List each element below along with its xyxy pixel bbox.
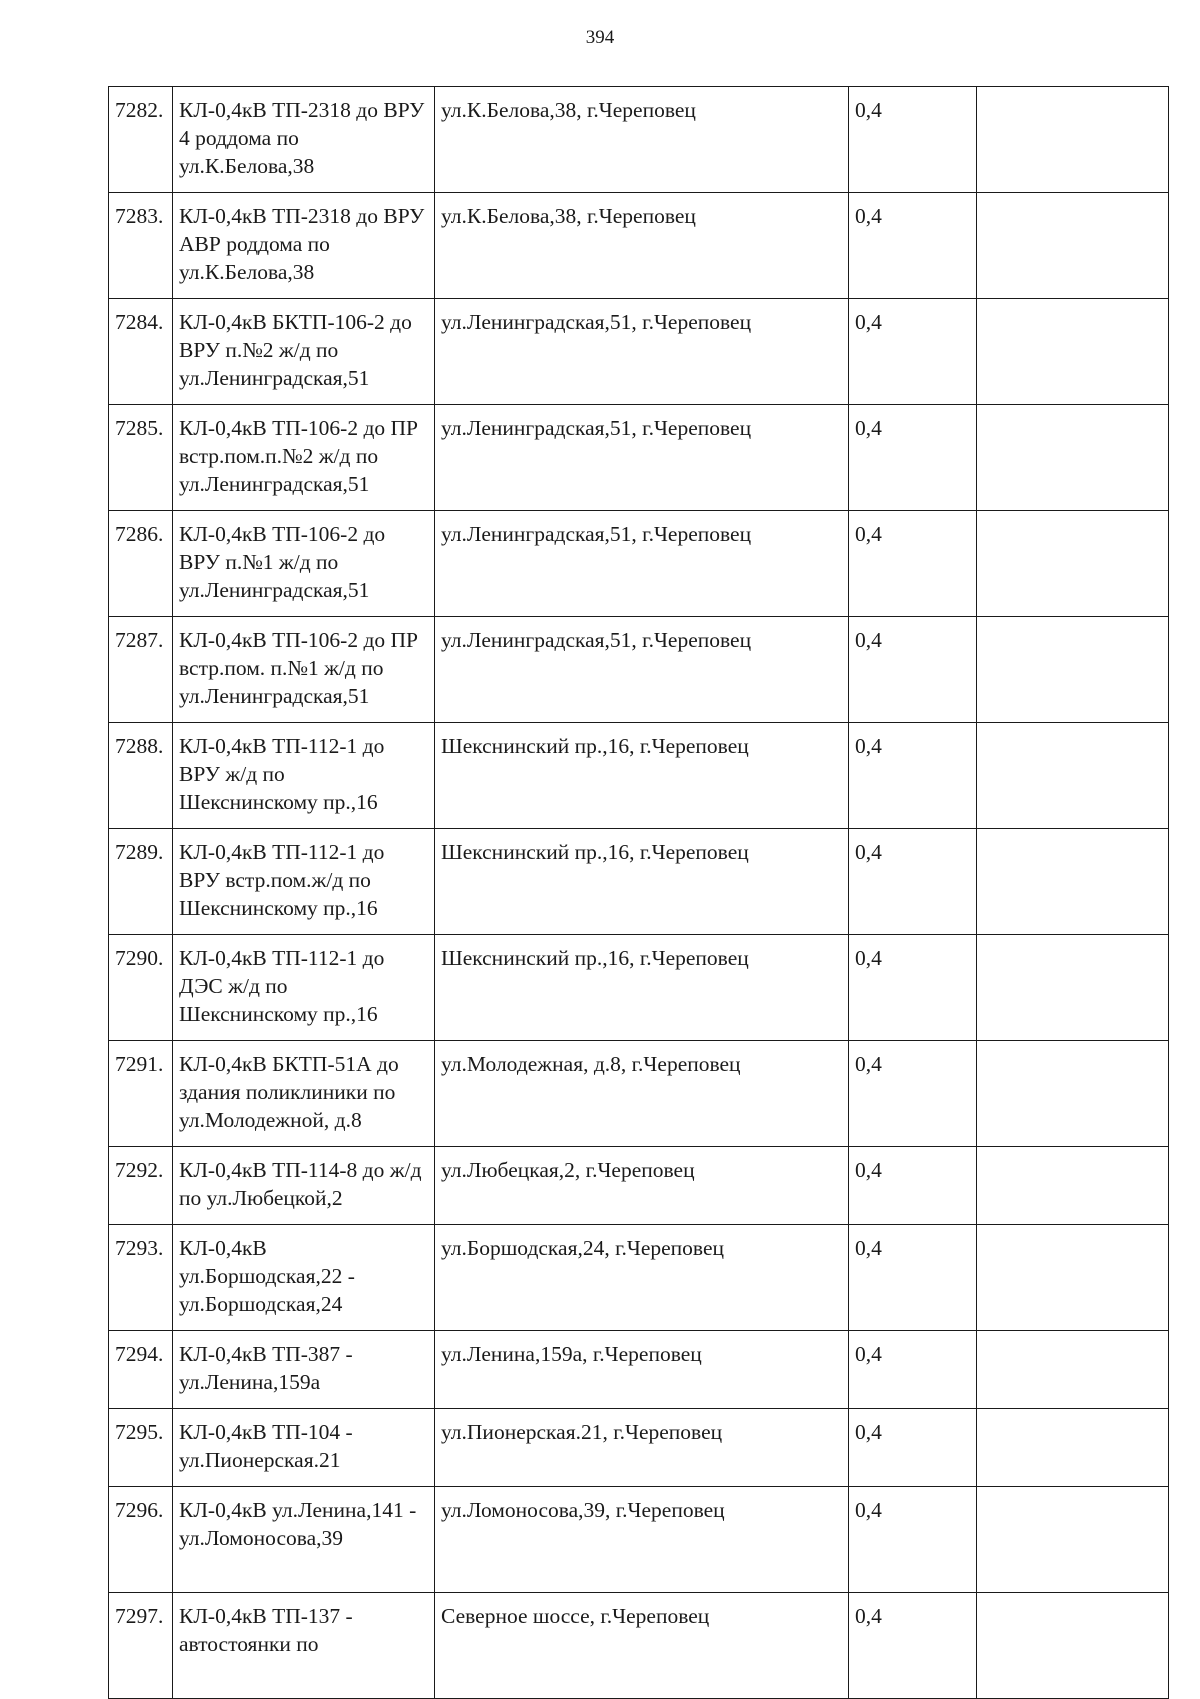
table-row <box>109 1225 1169 1331</box>
address-cell: ул.Ленинградская,51, г.Череповец <box>435 511 849 617</box>
address-cell: ул.Молодежная, д.8, г.Череповец <box>435 1041 849 1147</box>
address-cell: ул.Пионерская.21, г.Череповец <box>435 1409 849 1487</box>
extra-cell <box>977 1593 1169 1699</box>
extra-cell <box>977 1331 1169 1409</box>
voltage-cell: 0,4 <box>849 299 977 405</box>
voltage-cell: 0,4 <box>849 935 977 1041</box>
row-number-cell: 7288. <box>109 723 173 829</box>
cable-line-name-cell: КЛ-0,4кВ ул.Ленина,141 - ул.Ломоносова,39 <box>173 1487 435 1593</box>
voltage-cell: 0,4 <box>849 193 977 299</box>
table-row <box>109 193 1169 299</box>
extra-cell <box>977 935 1169 1041</box>
table-row <box>109 511 1169 617</box>
cable-line-name-cell: КЛ-0,4кВ ТП-106-2 до ПР встр.пом.п.№2 ж/д по ул.Ленинградская,51 <box>173 405 435 511</box>
cable-line-name-cell: КЛ-0,4кВ ТП-106-2 до ПР встр.пом. п.№1 ж/д по ул.Ленинградская,51 <box>173 617 435 723</box>
table-row <box>109 935 1169 1041</box>
address-cell: ул.Ленина,159а, г.Череповец <box>435 1331 849 1409</box>
row-number-cell: 7294. <box>109 1331 173 1409</box>
row-number-cell: 7285. <box>109 405 173 511</box>
voltage-cell: 0,4 <box>849 1409 977 1487</box>
table-row <box>109 723 1169 829</box>
extra-cell <box>977 1147 1169 1225</box>
address-cell: ул.Ленинградская,51, г.Череповец <box>435 405 849 511</box>
extra-cell <box>977 829 1169 935</box>
address-cell: Шекснинский пр.,16, г.Череповец <box>435 935 849 1041</box>
address-cell: Северное шоссе, г.Череповец <box>435 1593 849 1699</box>
table-row <box>109 87 1169 193</box>
address-cell: Шекснинский пр.,16, г.Череповец <box>435 723 849 829</box>
table-row <box>109 405 1169 511</box>
registry-table <box>108 86 1169 1699</box>
cable-line-name-cell: КЛ-0,4кВ ТП-137 - автостоянки по <box>173 1593 435 1699</box>
extra-cell <box>977 1225 1169 1331</box>
cable-line-name-cell: КЛ-0,4кВ ТП-112-1 до ВРУ встр.пом.ж/д по Шекснинскому пр.,16 <box>173 829 435 935</box>
registry-table-body <box>109 87 1169 1699</box>
extra-cell <box>977 405 1169 511</box>
cable-line-name-cell: КЛ-0,4кВ ТП-104 - ул.Пионерская.21 <box>173 1409 435 1487</box>
address-cell: ул.Боршодская,24, г.Череповец <box>435 1225 849 1331</box>
address-cell: ул.Любецкая,2, г.Череповец <box>435 1147 849 1225</box>
cable-line-name-cell: КЛ-0,4кВ ТП-2318 до ВРУ АВР роддома по ул.К.Белова,38 <box>173 193 435 299</box>
voltage-cell: 0,4 <box>849 617 977 723</box>
row-number-cell: 7291. <box>109 1041 173 1147</box>
row-number-cell: 7293. <box>109 1225 173 1331</box>
row-number-cell: 7286. <box>109 511 173 617</box>
extra-cell <box>977 511 1169 617</box>
cable-line-name-cell: КЛ-0,4кВ ТП-112-1 до ДЭС ж/д по Шекснинскому пр.,16 <box>173 935 435 1041</box>
voltage-cell: 0,4 <box>849 1147 977 1225</box>
table-row <box>109 1331 1169 1409</box>
voltage-cell: 0,4 <box>849 405 977 511</box>
cable-line-name-cell: КЛ-0,4кВ ТП-114-8 до ж/д по ул.Любецкой,2 <box>173 1147 435 1225</box>
address-cell: ул.К.Белова,38, г.Череповец <box>435 193 849 299</box>
table-row <box>109 1487 1169 1593</box>
row-number-cell: 7284. <box>109 299 173 405</box>
cable-line-name-cell: КЛ-0,4кВ ТП-2318 до ВРУ 4 роддома по ул.К.Белова,38 <box>173 87 435 193</box>
row-number-cell: 7295. <box>109 1409 173 1487</box>
table-row <box>109 1409 1169 1487</box>
cable-line-name-cell: КЛ-0,4кВ ТП-112-1 до ВРУ ж/д по Шекснинскому пр.,16 <box>173 723 435 829</box>
cable-line-name-cell: КЛ-0,4кВ БКТП-51А до здания поликлиники по ул.Молодежной, д.8 <box>173 1041 435 1147</box>
extra-cell <box>977 617 1169 723</box>
row-number-cell: 7282. <box>109 87 173 193</box>
voltage-cell: 0,4 <box>849 511 977 617</box>
table-row <box>109 1041 1169 1147</box>
extra-cell <box>977 299 1169 405</box>
cable-line-name-cell: КЛ-0,4кВ БКТП-106-2 до ВРУ п.№2 ж/д по ул.Ленинградская,51 <box>173 299 435 405</box>
voltage-cell: 0,4 <box>849 1487 977 1593</box>
extra-cell <box>977 723 1169 829</box>
table-row <box>109 829 1169 935</box>
cable-line-name-cell: КЛ-0,4кВ ул.Боршодская,22 - ул.Боршодская,24 <box>173 1225 435 1331</box>
address-cell: ул.Ленинградская,51, г.Череповец <box>435 299 849 405</box>
address-cell: ул.Ленинградская,51, г.Череповец <box>435 617 849 723</box>
row-number-cell: 7287. <box>109 617 173 723</box>
voltage-cell: 0,4 <box>849 1225 977 1331</box>
table-row <box>109 1147 1169 1225</box>
extra-cell <box>977 1487 1169 1593</box>
row-number-cell: 7292. <box>109 1147 173 1225</box>
page-number: 394 <box>585 27 615 48</box>
table-row <box>109 1593 1169 1699</box>
table-row <box>109 299 1169 405</box>
extra-cell <box>977 87 1169 193</box>
row-number-cell: 7290. <box>109 935 173 1041</box>
address-cell: ул.К.Белова,38, г.Череповец <box>435 87 849 193</box>
voltage-cell: 0,4 <box>849 723 977 829</box>
row-number-cell: 7296. <box>109 1487 173 1593</box>
row-number-cell: 7283. <box>109 193 173 299</box>
voltage-cell: 0,4 <box>849 1331 977 1409</box>
extra-cell <box>977 1041 1169 1147</box>
address-cell: Шекснинский пр.,16, г.Череповец <box>435 829 849 935</box>
extra-cell <box>977 193 1169 299</box>
address-cell: ул.Ломоносова,39, г.Череповец <box>435 1487 849 1593</box>
cable-line-name-cell: КЛ-0,4кВ ТП-106-2 до ВРУ п.№1 ж/д по ул.Ленинградская,51 <box>173 511 435 617</box>
voltage-cell: 0,4 <box>849 87 977 193</box>
voltage-cell: 0,4 <box>849 1593 977 1699</box>
voltage-cell: 0,4 <box>849 829 977 935</box>
cable-line-name-cell: КЛ-0,4кВ ТП-387 - ул.Ленина,159а <box>173 1331 435 1409</box>
extra-cell <box>977 1409 1169 1487</box>
table-row <box>109 617 1169 723</box>
row-number-cell: 7297. <box>109 1593 173 1699</box>
row-number-cell: 7289. <box>109 829 173 935</box>
voltage-cell: 0,4 <box>849 1041 977 1147</box>
